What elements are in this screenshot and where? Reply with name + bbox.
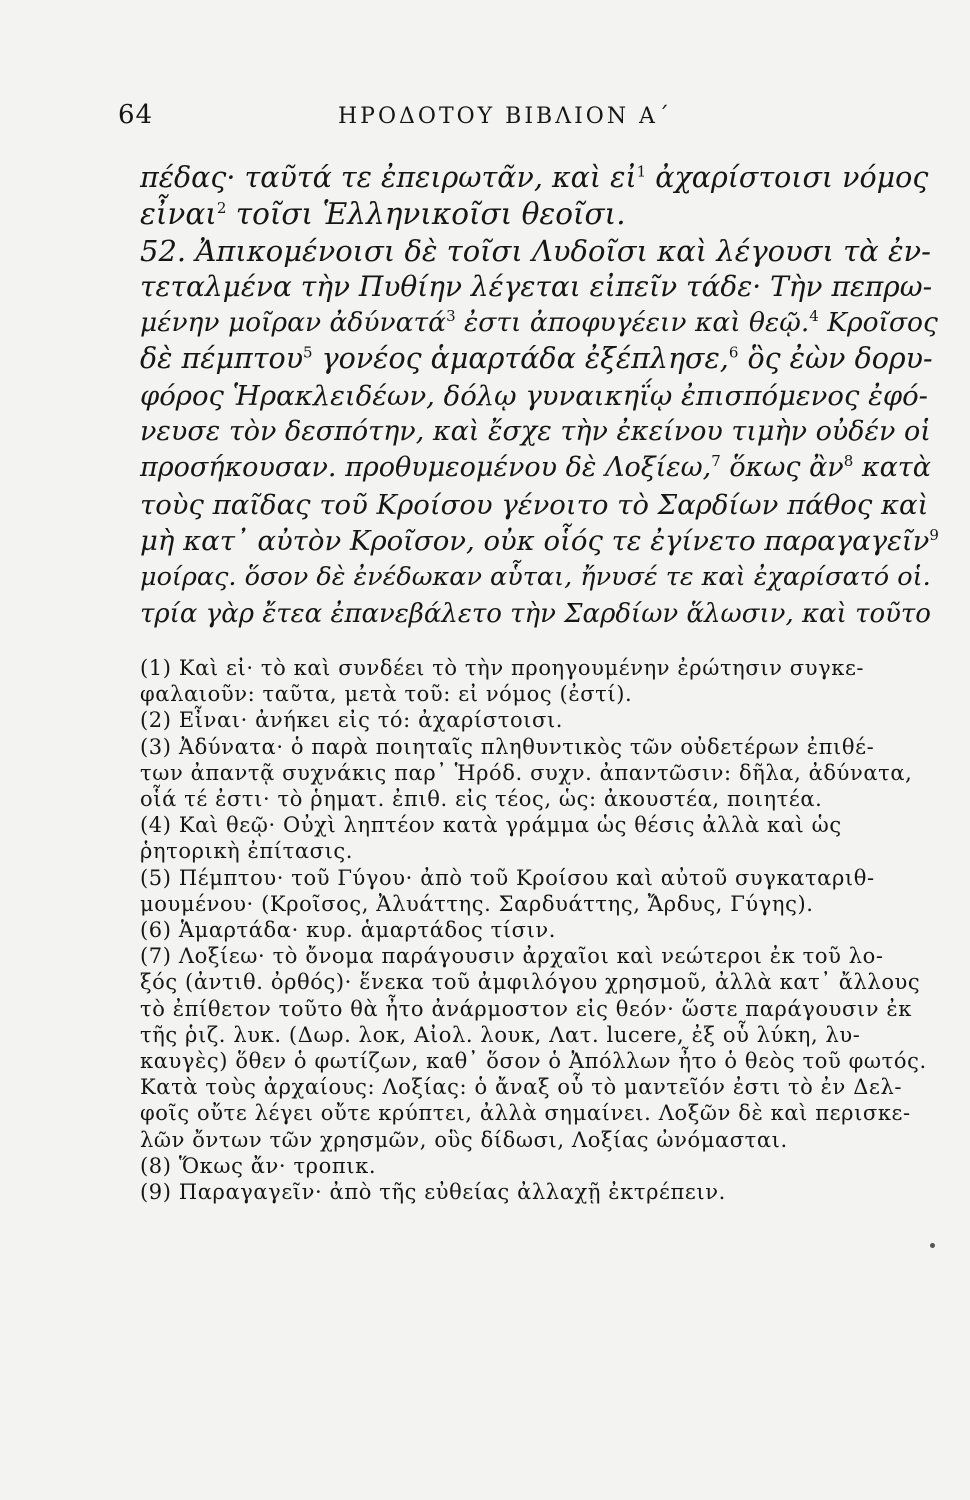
page-header xyxy=(118,100,890,140)
text-line xyxy=(140,341,940,377)
text-line xyxy=(140,305,940,341)
footnote-ref: 4 xyxy=(809,307,819,326)
footnote-line: Κατὰ τοὺς ἀρχαίους: Λοξίας: ὁ ἄναξ οὗ τὸ μαντεῖόν ἐστι τὸ ἐν Δελ- xyxy=(140,1075,903,1100)
footnote-line: (7) Λοξίεω· τὸ ὄνομα παράγουσιν ἀρχαῖοι καὶ νεώτεροι ἐκ τοῦ λο- xyxy=(140,944,884,969)
text-span: ὃς ἐὼν δορυ- xyxy=(738,342,933,376)
text-span: προσήκουσαν. προθυμεομένου δὲ Λοξίεω, xyxy=(140,452,712,484)
footnote-ref: 3 xyxy=(446,307,456,326)
text-line xyxy=(140,160,940,196)
text-line xyxy=(140,414,940,450)
text-span: νευσε τὸν δεσπότην, καὶ ἔσχε τὴν ἐκείνου τιμὴν οὐδέν οἱ xyxy=(140,416,931,448)
text-span: τοῖσι Ἑλληνικοῖσι θεοῖσι. xyxy=(226,197,626,232)
footnote-line: φαλαιοῦν: ταῦτα, μετὰ τοῦ: εἰ νόμος (ἐστί). xyxy=(140,682,633,707)
text-span: γονέος ἁμαρτάδα ἐξέπλησε, xyxy=(312,342,729,376)
text-line xyxy=(140,269,940,305)
main-text xyxy=(140,160,940,632)
text-span: μὴ κατ᾽ αὐτὸν Κροῖσον, οὐκ οἷός τε ἐγίνετο παραγαγεῖν xyxy=(140,524,930,557)
text-span: τρία γὰρ ἔτεα ἐπανεβάλετο τὴν Σαρδίων ἅλωσιν, καὶ τοῦτο xyxy=(140,598,931,629)
footnote-line: (3) Ἀδύνατα· ὁ παρὰ ποιηταῖς πληθυντικὸς τῶν οὐδετέρων ἐπιθέ- xyxy=(140,734,875,759)
text-span: Κροῖσος xyxy=(818,307,938,339)
footnotes xyxy=(140,655,940,1205)
footnote-line: λῶν ὄντων τῶν χρησμῶν, οὓς δίδωσι, Λοξίας ὠνόμασται. xyxy=(140,1127,788,1152)
text-span: πέδας· ταῦτά τε ἐπειρωτᾶν, καὶ εἰ xyxy=(140,161,637,194)
footnote-ref: 6 xyxy=(728,343,739,362)
text-line xyxy=(140,196,940,232)
text-span: μένην μοῖραν ἀδύνατά xyxy=(140,307,447,339)
footnote-line: φοῖς οὔτε λέγει οὔτε κρύπτει, ἀλλὰ σημαίνει. Λοξῶν δὲ καὶ περισκε- xyxy=(140,1101,911,1126)
ink-speck xyxy=(930,1243,935,1248)
text-span: 52. Ἀπικομένοισι δὲ τοῖσι Λυδοῖσι καὶ λέγουσι τὰ ἐν- xyxy=(140,233,931,268)
footnote-line: (4) Καὶ θεῷ· Οὐχὶ ληπτέον κατὰ γράμμα ὡς θέσις ἀλλὰ καὶ ὡς xyxy=(140,813,842,838)
text-line xyxy=(140,487,940,523)
text-span: τοὺς παῖδας τοῦ Κροίσου γένοιτο τὸ Σαρδίων πάθος καὶ xyxy=(140,488,929,521)
footnote-ref: 2 xyxy=(216,199,227,218)
footnote-line: (9) Παραγαγεῖν· ἀπὸ τῆς εὐθείας ἀλλαχῇ ἐκτρέπειν. xyxy=(140,1180,726,1205)
text-line xyxy=(140,523,940,559)
text-line xyxy=(140,233,940,269)
footnote-line: τῆς ῥιζ. λυκ. (Δωρ. λοκ, Αἰολ. λουκ, Λατ. lucere, ἐξ οὗ λύκη, λυ- xyxy=(140,1022,861,1047)
footnote-ref: 7 xyxy=(711,452,721,471)
page-number: 64 xyxy=(118,100,154,130)
running-title: ΗΡΟΔΟΤΟΥ ΒΙΒΛΙΟΝ Α΄ xyxy=(338,104,672,129)
text-span: εἶναι xyxy=(140,197,217,232)
text-span: ἀχαρίστοισι νόμος xyxy=(646,161,929,194)
text-span: κατὰ xyxy=(853,452,931,484)
footnote-line: καυγὲς) ὅθεν ὁ φωτίζων, καθ᾽ ὅσον ὁ Ἀπόλλων ἦτο ὁ θεὸς τοῦ φωτός. xyxy=(140,1049,927,1074)
footnote-ref: 1 xyxy=(636,162,647,181)
footnote-line: οἷά τέ ἐστι· τὸ ῥηματ. ἐπιθ. εἰς τέος, ὡς: ἀκουστέα, ποιητέα. xyxy=(140,787,823,812)
text-span: ἐστι ἀποφυγέειν καὶ θεῷ. xyxy=(455,307,810,339)
text-line xyxy=(140,559,940,595)
text-span: ὅκως ἂν xyxy=(720,452,844,484)
footnote-line: ῥητορικὴ ἐπίτασις. xyxy=(140,839,354,864)
text-span: μοίρας. ὅσον δὲ ἐνέδωκαν αὗται, ἤνυσέ τε καὶ ἐχαρίσατό οἱ. xyxy=(140,562,931,593)
text-span: φόρος Ἡρακλειδέων, δόλῳ γυναικηΐῳ ἐπισπόμενος ἐφό- xyxy=(140,379,928,412)
footnote-line: (6) Ἁμαρτάδα· κυρ. ἁμαρτάδος τίσιν. xyxy=(140,918,557,943)
footnote-line: (2) Εἶναι· ἀνήκει εἰς τό: ἀχαρίστοισι. xyxy=(140,708,564,733)
footnote-line: των ἀπαντᾷ συχνάκις παρ᾽ Ἡρόδ. συχν. ἀπαντῶσιν: δῆλα, ἀδύνατα, xyxy=(140,760,913,785)
footnote-line: (8) Ὅκως ἄν· τροπικ. xyxy=(140,1153,377,1178)
text-span: δὲ πέμπτου xyxy=(140,342,304,376)
text-line xyxy=(140,450,940,486)
footnote-line: τὸ ἐπίθετον τοῦτο θὰ ἦτο ἀνάρμοστον εἰς θεόν· ὥστε παράγουσιν ἐκ xyxy=(140,996,912,1021)
footnote-line: μουμένου· (Κροῖσος, Ἀλυάττης. Σαρδυάττης, Ἄρδυς, Γύγης). xyxy=(140,891,814,916)
text-line xyxy=(140,378,940,414)
footnote-line: ξός (ἀντιθ. ὀρθός)· ἕνεκα τοῦ ἀμφιλόγου χρησμοῦ, ἀλλὰ κατ᾽ ἄλλους xyxy=(140,970,921,995)
text-line xyxy=(140,596,940,632)
footnote-ref: 9 xyxy=(929,525,939,544)
text-span: τεταλμένα τὴν Πυθίην λέγεται εἰπεῖν τάδε· Τὴν πεπρω- xyxy=(140,269,933,303)
footnote-line: (1) Καὶ εἰ· τὸ καὶ συνδέει τὸ τὴν προηγουμένην ἐρώτησιν συγκε- xyxy=(140,656,865,680)
footnote-ref: 5 xyxy=(303,343,313,362)
footnote-line: (5) Πέμπτου· τοῦ Γύγου· ἀπὸ τοῦ Κροίσου καὶ αὐτοῦ συγκαταριθ- xyxy=(140,865,875,890)
footnote-ref: 8 xyxy=(843,452,854,471)
